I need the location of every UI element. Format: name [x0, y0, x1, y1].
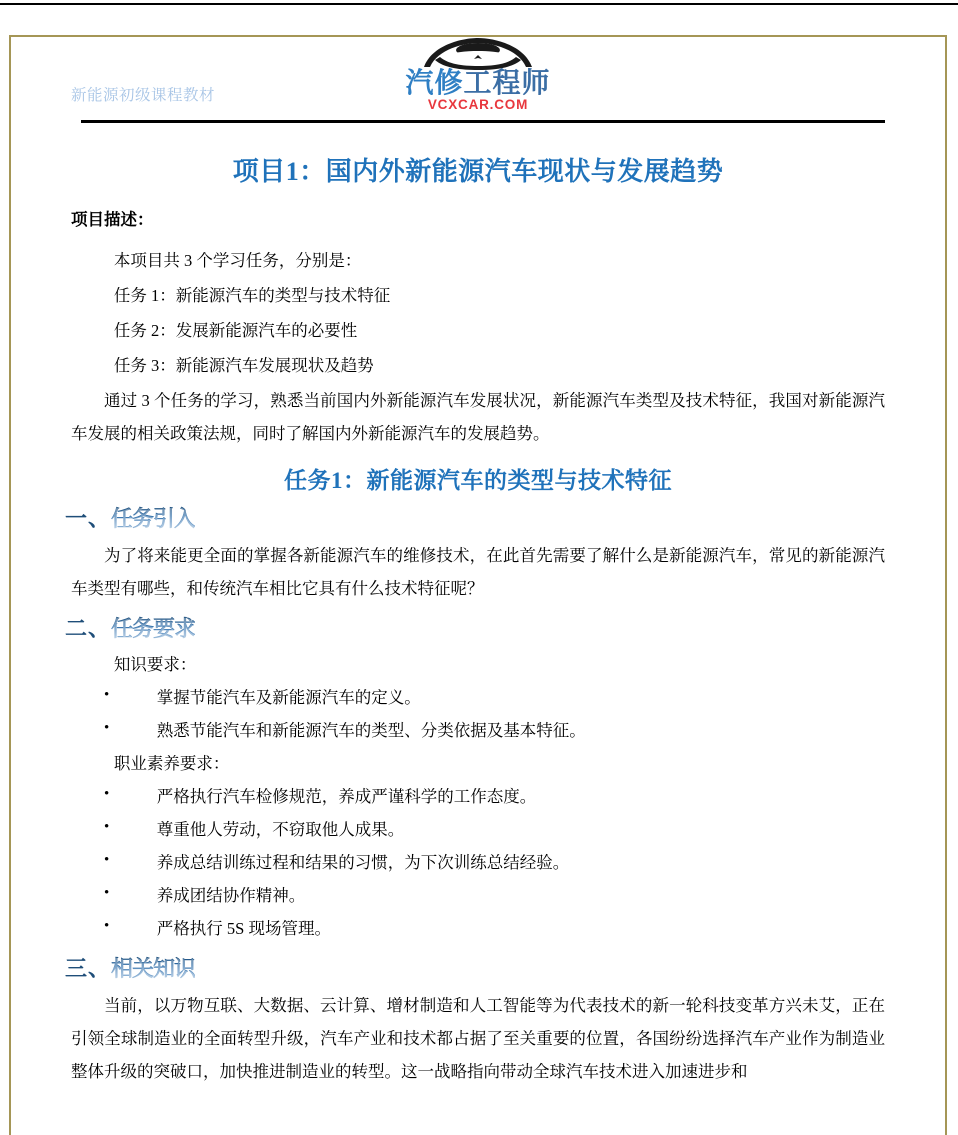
header-course-label: 新能源初级课程教材 [71, 87, 216, 104]
task-list-item: 任务 1：新能源汽车的类型与技术特征 [113, 286, 391, 305]
document-page [9, 35, 947, 1080]
header-divider [81, 120, 885, 123]
section-body-task-intro: 为了将来能更全面的掌握各新能源汽车的维修技术，在此首先需要了解什么是新能源汽车，常见的新能源汽车类型有哪些，和传统汽车相比它具有什么技术特征呢？ [71, 545, 885, 598]
section-number: 一、 [65, 506, 112, 531]
document-header [71, 35, 885, 123]
list-item: • 严格执行汽车检修规范，养成严谨科学的工作态度。 [71, 780, 885, 813]
list-item: • 熟悉节能汽车和新能源汽车的类型、分类依据及基本特征。 [71, 714, 885, 747]
logo-word-part1: 汽修 [405, 67, 464, 98]
logo-word-part2: 工程师 [463, 67, 551, 98]
professional-quality-list [71, 780, 885, 945]
top-black-rule [0, 3, 958, 5]
professional-quality-label: 职业素养要求： [113, 754, 230, 773]
list-item: • 尊重他人劳动，不窃取他人成果。 [71, 813, 885, 846]
task-list-item: 任务 2：发展新能源汽车的必要性 [113, 321, 358, 340]
description-intro: 本项目共 3 个学习任务，分别是： [113, 251, 362, 270]
list-item: • 养成总结训练过程和结果的习惯，为下次训练总结经验。 [71, 846, 885, 879]
list-item: • 严格执行 5S 现场管理。 [71, 912, 885, 945]
logo-wordmark [390, 69, 566, 97]
page-title: 项目1：国内外新能源汽车现状与发展趋势 [232, 157, 724, 186]
list-item: • 养成团结协作精神。 [71, 879, 885, 912]
task-heading: 任务1：新能源汽车的类型与技术特征 [284, 468, 672, 493]
knowledge-requirements-list [71, 681, 885, 747]
task-list-item: 任务 3：新能源汽车发展现状及趋势 [113, 356, 374, 375]
list-item: • 掌握节能汽车及新能源汽车的定义。 [71, 681, 885, 714]
site-logo [390, 37, 566, 112]
section-name: 任务要求 [111, 615, 196, 641]
section-body-related-knowledge: 当前，以万物互联、大数据、云计算、增材制造和人工智能等为代表技术的新一轮科技变革方兴未艾，正在引领全球制造业的全面转型升级，汽车产业和技术都占据了至关重要的位置，各国纷纷选择汽车产业作为制造业整体升级的突破口，加快推进制造业的转型。这一战略指向带动全球汽车技术进入加速进步和 [71, 995, 885, 1081]
section-number: 二、 [65, 615, 112, 641]
section-heading-task-intro [65, 505, 885, 533]
document-content [65, 123, 885, 1088]
section-heading-task-requirements [65, 615, 885, 643]
section-name: 任务引入 [111, 506, 196, 531]
project-summary: 通过 3 个任务的学习，熟悉当前国内外新能源汽车发展状况，新能源汽车类型及技术特征，我国对新能源汽车发展的相关政策法规，同时了解国内外新能源汽车的发展趋势。 [71, 391, 885, 443]
logo-domain: VCXCAR.COM [427, 97, 529, 112]
knowledge-requirements-label: 知识要求： [113, 655, 197, 674]
section-number: 三、 [65, 956, 112, 981]
description-label: 项目描述： [71, 210, 154, 229]
section-name: 相关知识 [111, 956, 196, 981]
section-heading-related-knowledge [65, 955, 885, 983]
